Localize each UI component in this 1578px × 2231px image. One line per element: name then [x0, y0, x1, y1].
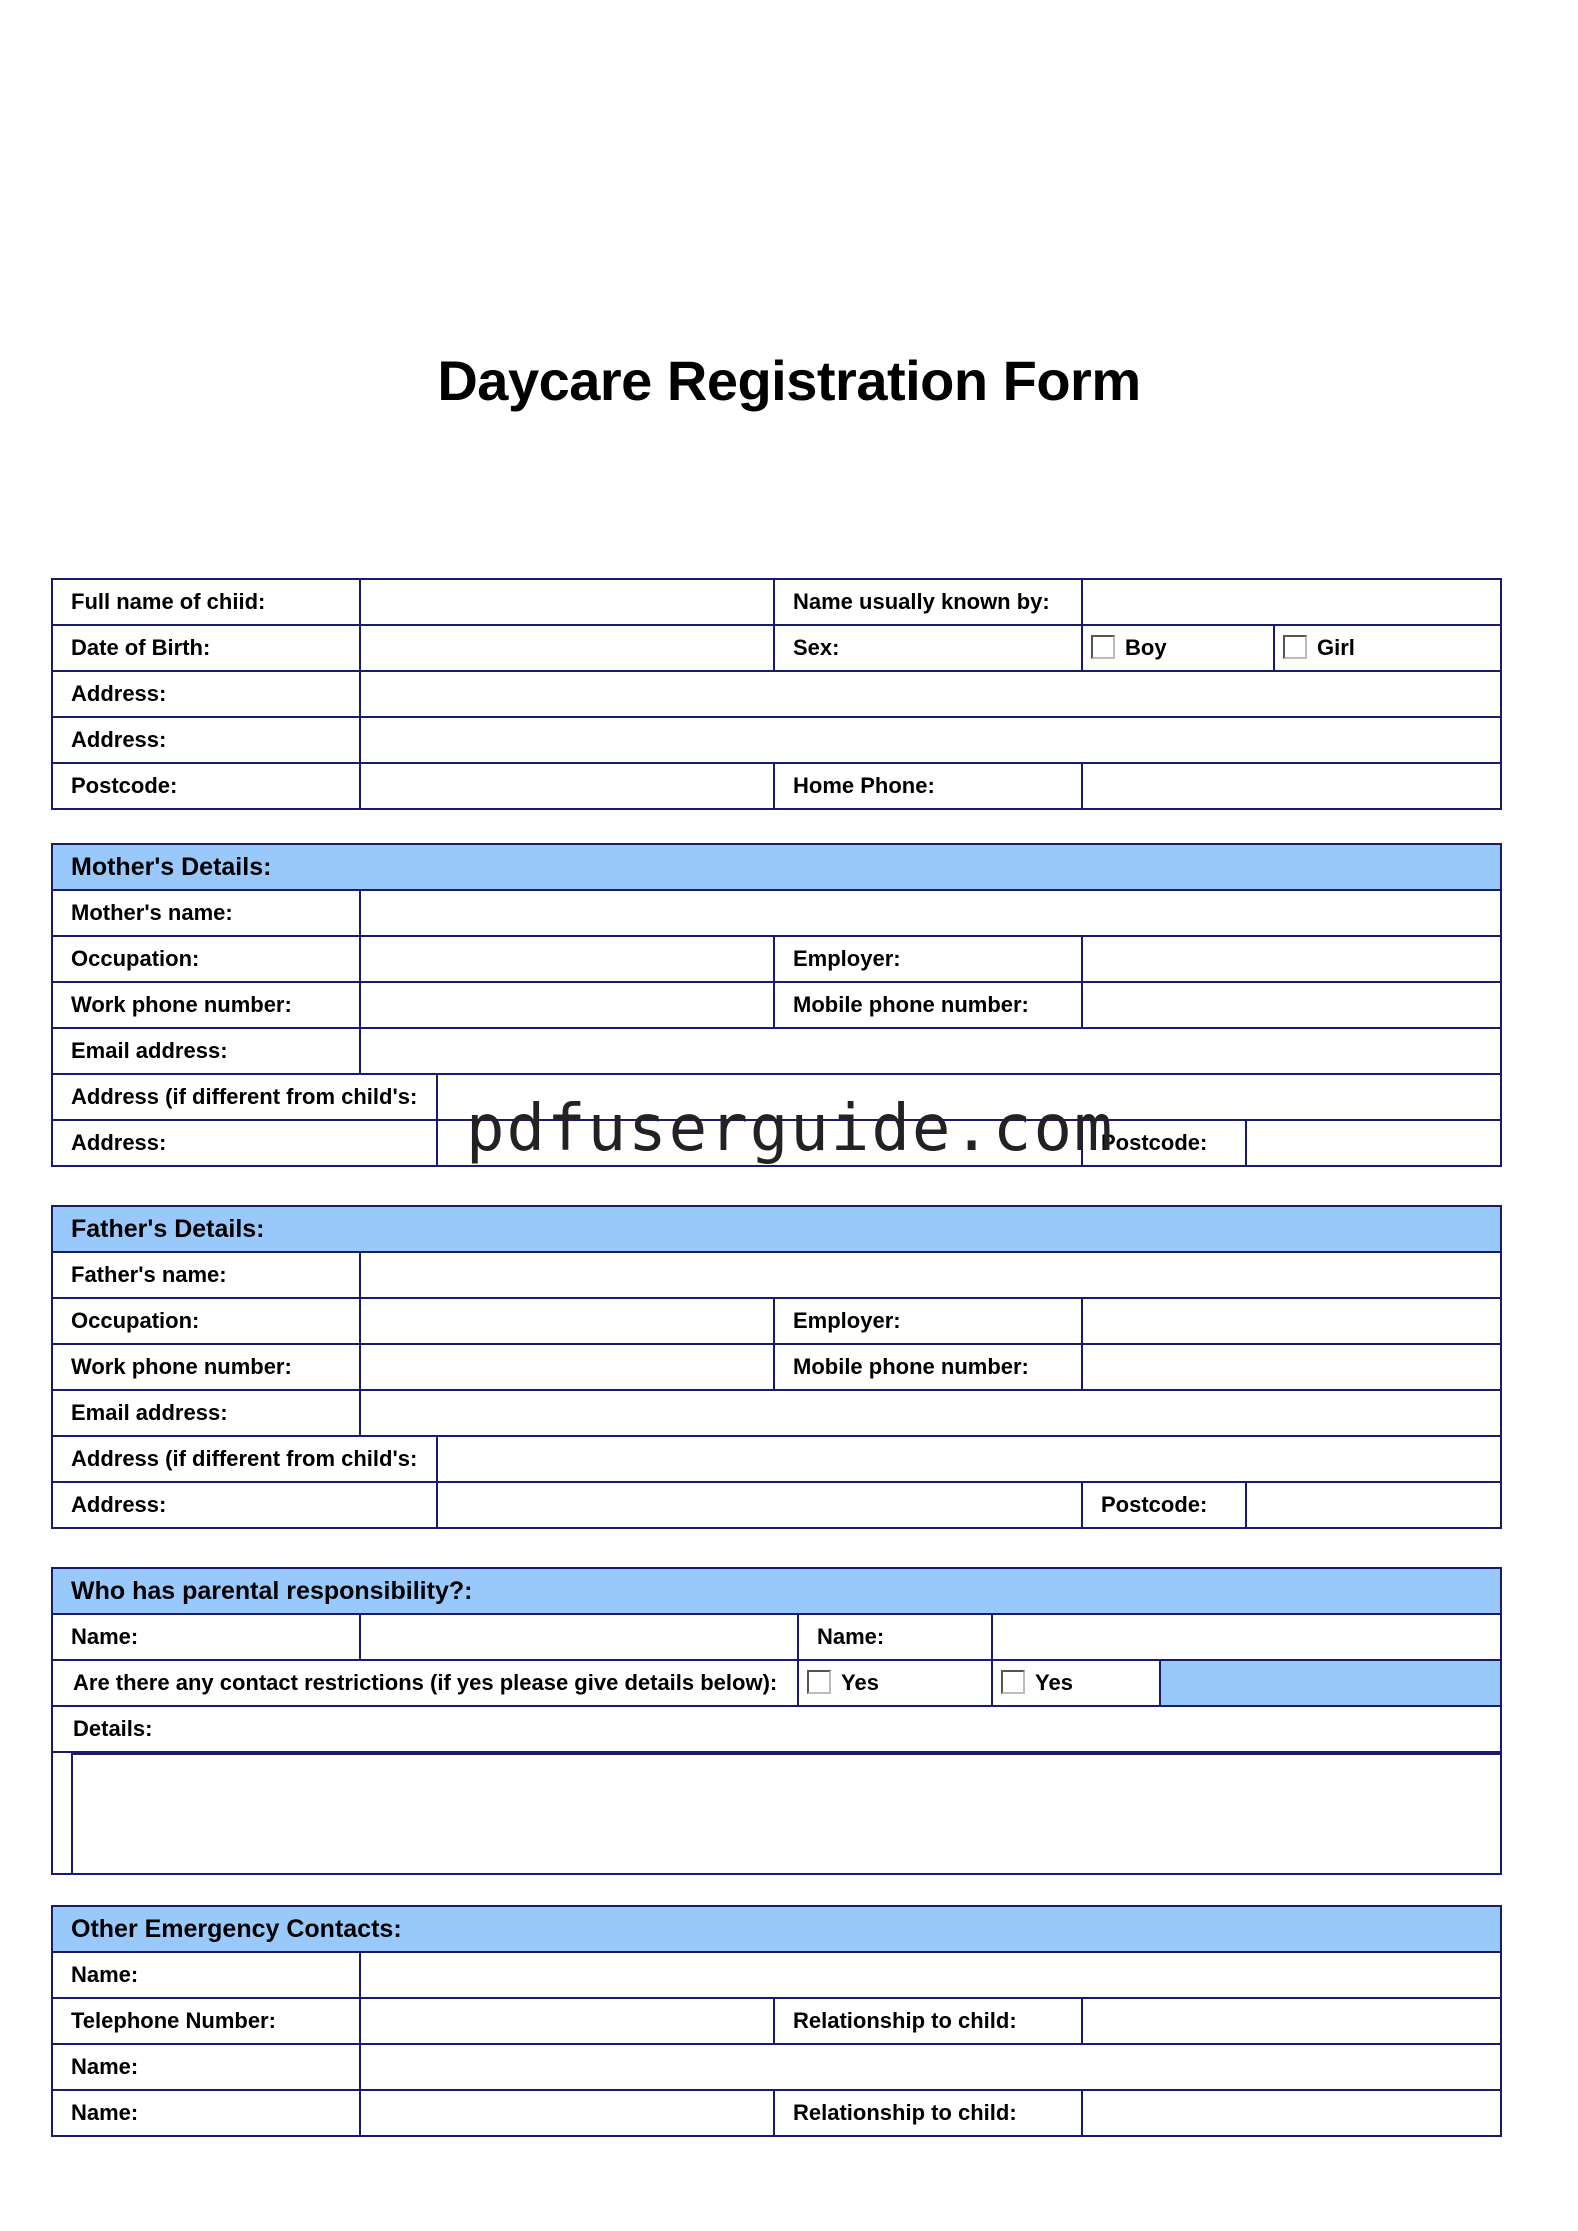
mother-address-field[interactable] [437, 1120, 1082, 1166]
relationship-label: Relationship to child: [774, 2090, 1082, 2136]
mother-name-label: Mother's name: [52, 890, 360, 936]
relationship-field[interactable] [1082, 1998, 1501, 2044]
known-by-label: Name usually known by: [774, 579, 1082, 625]
mother-email-label: Email address: [52, 1028, 360, 1074]
address-field[interactable] [360, 717, 1501, 763]
sex-girl-label: Girl [1317, 635, 1355, 660]
address-label: Address: [52, 717, 360, 763]
emergency-name-label: Name: [52, 2090, 360, 2136]
restrictions-yes-option[interactable] [992, 1660, 1160, 1706]
mother-employer-field[interactable] [1082, 936, 1501, 982]
father-name-label: Father's name: [52, 1252, 360, 1298]
mother-occupation-label: Occupation: [52, 936, 360, 982]
mother-address-label: Address: [52, 1120, 437, 1166]
postcode-label: Postcode: [52, 763, 360, 809]
father-email-label: Email address: [52, 1390, 360, 1436]
emergency-name-label: Name: [52, 2044, 360, 2090]
mother-postcode-field[interactable] [1246, 1120, 1501, 1166]
father-details-table [51, 1205, 1502, 1529]
father-postcode-label: Postcode: [1082, 1482, 1246, 1528]
father-postcode-field[interactable] [1246, 1482, 1501, 1528]
restrictions-label: Are there any contact restrictions (if yes please give details below): [52, 1660, 798, 1706]
father-employer-field[interactable] [1082, 1298, 1501, 1344]
address-label: Address: [52, 671, 360, 717]
shaded-cell [1160, 1660, 1501, 1706]
mother-email-field[interactable] [360, 1028, 1501, 1074]
sex-girl-option[interactable] [1274, 625, 1501, 671]
parental-responsibility-table [51, 1567, 1502, 1875]
mother-section-header: Mother's Details: [52, 844, 1501, 890]
mother-alt-address-label: Address (if different from child's: [52, 1074, 437, 1120]
full-name-field[interactable] [360, 579, 774, 625]
postcode-field[interactable] [360, 763, 774, 809]
dob-label: Date of Birth: [52, 625, 360, 671]
parental-name-field[interactable] [992, 1614, 1501, 1660]
known-by-field[interactable] [1082, 579, 1501, 625]
sex-boy-label: Boy [1125, 635, 1167, 660]
details-textarea[interactable] [71, 1753, 1500, 1873]
checkbox-icon[interactable] [1091, 635, 1115, 659]
mother-alt-address-field[interactable] [437, 1074, 1501, 1120]
mother-postcode-label: Postcode: [1082, 1120, 1246, 1166]
checkbox-icon[interactable] [807, 1670, 831, 1694]
father-employer-label: Employer: [774, 1298, 1082, 1344]
home-phone-label: Home Phone: [774, 763, 1082, 809]
father-name-field[interactable] [360, 1252, 1501, 1298]
relationship-label: Relationship to child: [774, 1998, 1082, 2044]
child-details-table [51, 578, 1502, 810]
full-name-label: Full name of chiid: [52, 579, 360, 625]
address-field[interactable] [360, 671, 1501, 717]
mother-name-field[interactable] [360, 890, 1501, 936]
father-work-phone-field[interactable] [360, 1344, 774, 1390]
father-work-phone-label: Work phone number: [52, 1344, 360, 1390]
checkbox-icon[interactable] [1283, 635, 1307, 659]
relationship-field[interactable] [1082, 2090, 1501, 2136]
emergency-section-header: Other Emergency Contacts: [52, 1906, 1501, 1952]
restrictions-yes-label: Yes [841, 1670, 879, 1695]
dob-field[interactable] [360, 625, 774, 671]
father-alt-address-label: Address (if different from child's: [52, 1436, 437, 1482]
sex-boy-option[interactable] [1082, 625, 1274, 671]
parental-name-label: Name: [52, 1614, 360, 1660]
parental-name-label: Name: [798, 1614, 992, 1660]
father-alt-address-field[interactable] [437, 1436, 1501, 1482]
father-address-field[interactable] [437, 1482, 1082, 1528]
home-phone-field[interactable] [1082, 763, 1501, 809]
details-row [52, 1752, 1501, 1874]
mother-work-phone-label: Work phone number: [52, 982, 360, 1028]
father-email-field[interactable] [360, 1390, 1501, 1436]
checkbox-icon[interactable] [1001, 1670, 1025, 1694]
restrictions-yes-option[interactable] [798, 1660, 992, 1706]
father-mobile-field[interactable] [1082, 1344, 1501, 1390]
mother-mobile-label: Mobile phone number: [774, 982, 1082, 1028]
sex-label: Sex: [774, 625, 1082, 671]
father-occupation-field[interactable] [360, 1298, 774, 1344]
emergency-name-field[interactable] [360, 1952, 1501, 1998]
parental-section-header: Who has parental responsibility?: [52, 1568, 1501, 1614]
mother-mobile-field[interactable] [1082, 982, 1501, 1028]
father-mobile-label: Mobile phone number: [774, 1344, 1082, 1390]
form-title: Daycare Registration Form [437, 349, 1141, 412]
telephone-label: Telephone Number: [52, 1998, 360, 2044]
restrictions-yes-label: Yes [1035, 1670, 1073, 1695]
telephone-field[interactable] [360, 1998, 774, 2044]
details-label: Details: [52, 1706, 1501, 1752]
father-occupation-label: Occupation: [52, 1298, 360, 1344]
mother-occupation-field[interactable] [360, 936, 774, 982]
emergency-name-label: Name: [52, 1952, 360, 1998]
parental-name-field[interactable] [360, 1614, 798, 1660]
father-section-header: Father's Details: [52, 1206, 1501, 1252]
mother-work-phone-field[interactable] [360, 982, 774, 1028]
mother-employer-label: Employer: [774, 936, 1082, 982]
emergency-name-field[interactable] [360, 2044, 1501, 2090]
father-address-label: Address: [52, 1482, 437, 1528]
mother-details-table [51, 843, 1502, 1167]
watermark: pdfuserguide.com [466, 1092, 1115, 1166]
emergency-name-field[interactable] [360, 2090, 774, 2136]
emergency-contacts-table [51, 1905, 1502, 2137]
